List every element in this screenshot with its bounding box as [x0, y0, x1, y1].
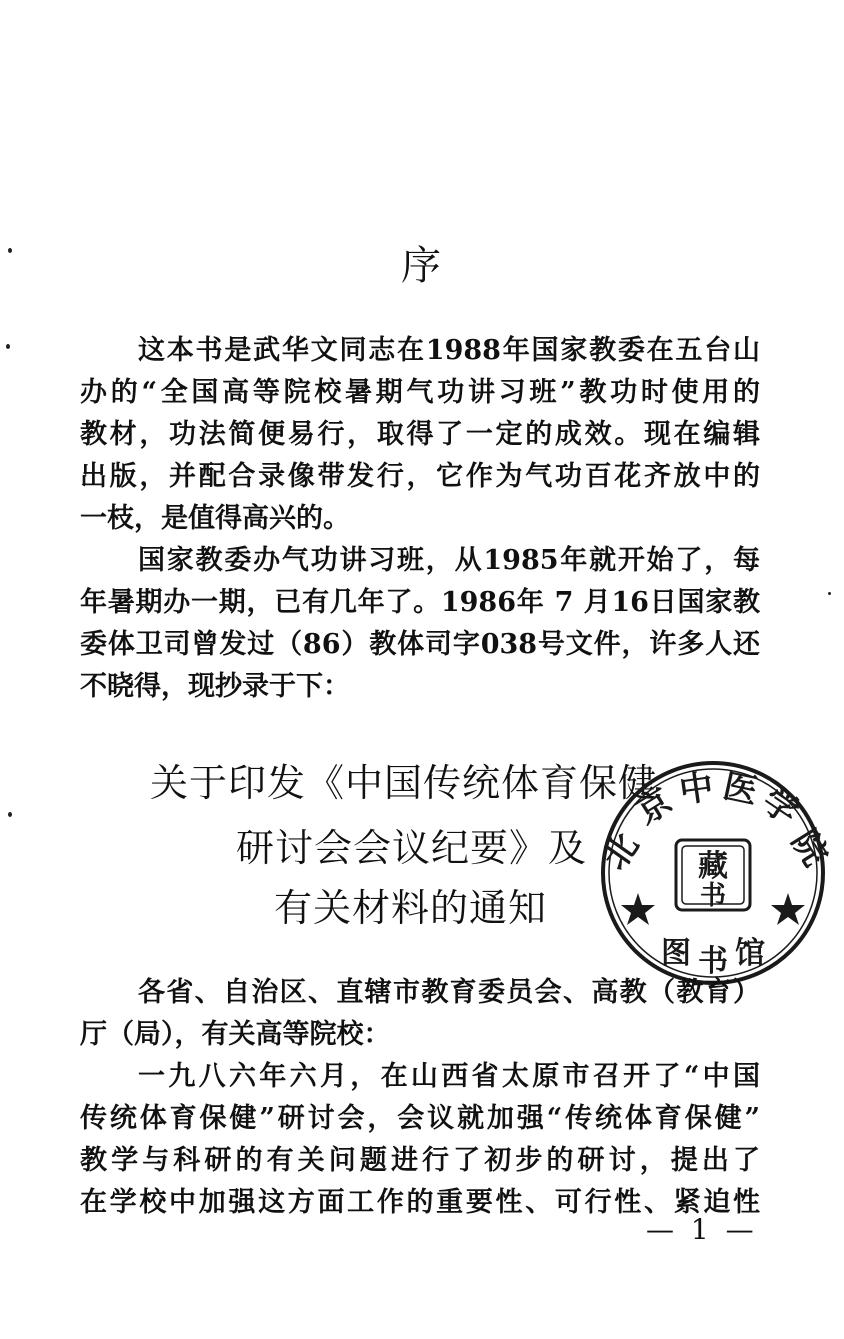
preface-paragraph2-line3: 委体卫司曾发过（86）教体司字038号文件，许多人还: [80, 629, 760, 660]
preface-paragraph2-line2: 年暑期办一期，已有几年了。1986年 7 月16日国家教: [80, 587, 760, 618]
page-number: — 1 —: [646, 1213, 758, 1246]
preface-paragraph2-line1: 国家教委办气功讲习班，从1985年就开始了，每: [138, 545, 760, 576]
svg-text:图: 图: [661, 936, 691, 971]
svg-text:院: 院: [783, 823, 836, 874]
preface-paragraph1-line2: 办的“全国高等院校暑期气功讲习班”教功时使用的: [80, 377, 760, 408]
svg-text:藏: 藏: [698, 849, 728, 884]
notice-title-line1: 关于印发《中国传统体育保健: [150, 761, 658, 805]
svg-text:书: 书: [698, 944, 728, 979]
notice-body-line4: 在学校中加强这方面工作的重要性、可行性、紧迫性: [80, 1187, 760, 1218]
scan-speck: [8, 812, 12, 817]
preface-paragraph1-line3: 教材，功法简便易行，取得了一定的成效。现在编辑: [80, 419, 760, 450]
preface-paragraph2-line4: 不晓得，现抄录于下：: [80, 671, 350, 702]
svg-text:医: 医: [719, 766, 762, 813]
svg-text:中: 中: [676, 766, 717, 812]
notice-body-line3: 教学与科研的有关问题进行了初步的研讨，提出了: [80, 1145, 760, 1176]
scan-speck: [6, 344, 10, 349]
preface-paragraph1-line1: 这本书是武华文同志在1988年国家教委在五台山: [138, 335, 760, 366]
preface-paragraph1-line5: 一枝，是值得高兴的。: [80, 503, 350, 534]
svg-text:京: 京: [629, 780, 680, 833]
svg-text:学: 学: [754, 780, 806, 833]
library-seal-stamp: [594, 758, 836, 988]
preface-title: 序: [401, 243, 443, 289]
scan-speck: [828, 592, 831, 595]
svg-text:书: 书: [699, 881, 727, 911]
notice-salutation-line2: 厅（局），有关高等院校：: [80, 1019, 391, 1050]
scan-speck: [8, 248, 12, 253]
notice-title-line3: 有关材料的通知: [274, 886, 548, 930]
svg-text:北: 北: [594, 826, 648, 878]
notice-title-line2: 研讨会会议纪要》及: [236, 826, 588, 870]
preface-paragraph1-line4: 出版，并配合录像带发行，它作为气功百花齐放中的: [80, 461, 760, 492]
notice-salutation-line1: 各省、自治区、直辖市教育委员会、高教（教育）: [138, 977, 760, 1008]
svg-text:馆: 馆: [735, 936, 765, 971]
notice-body-line1: 一九八六年六月，在山西省太原市召开了“中国: [138, 1061, 760, 1092]
notice-body-line2: 传统体育保健”研讨会，会议就加强“传统体育保健”: [80, 1103, 760, 1134]
